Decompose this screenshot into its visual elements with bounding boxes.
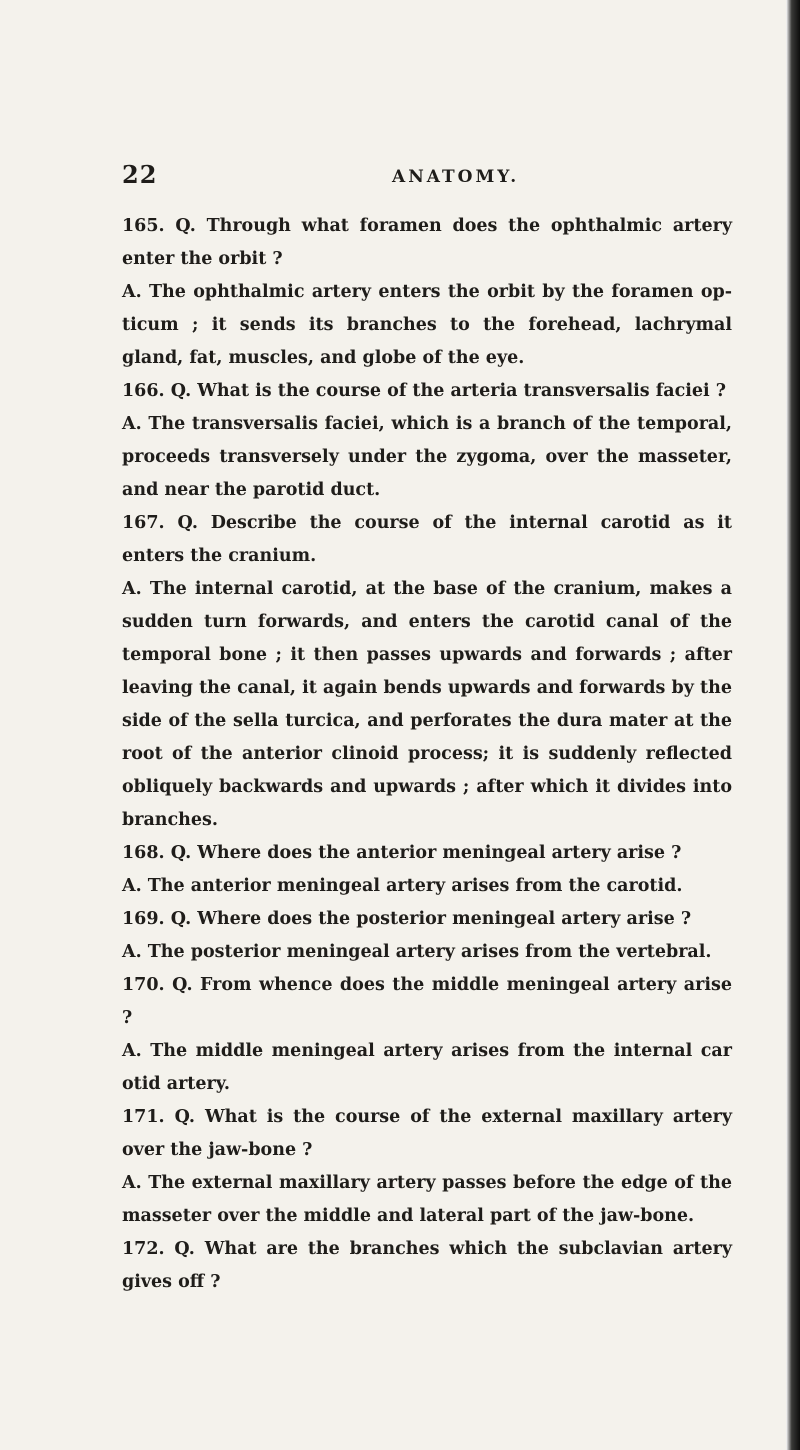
question-169: 169. Q. Where does the posterior meningeal artery arise ? xyxy=(122,909,692,929)
question-170: 170. Q. From whence does the middle meningeal artery arise ? xyxy=(122,975,732,1028)
page-body xyxy=(122,210,732,1299)
answer-166: A. The transversalis faciei, which is a branch of the temporal, proceeds transversely under the zygoma, over the masseter, and near the parotid duct. xyxy=(122,414,732,500)
answer-170: A. The middle meningeal artery arises from the internal car otid artery. xyxy=(122,1041,732,1094)
question-172: 172. Q. What are the branches which the subclavian artery gives off ? xyxy=(122,1239,732,1292)
question-166: 166. Q. What is the course of the arteria transversalis faciei ? xyxy=(122,381,727,401)
question-165: 165. Q. Through what foramen does the ophthalmic artery enter the orbit ? xyxy=(122,216,732,269)
answer-169: A. The posterior meningeal artery arises from the vertebral. xyxy=(122,942,712,962)
answer-167: A. The internal carotid, at the base of the cranium, makes a sudden turn forwards, and enters the carotid canal of the temporal bone ; it then passes upwards and forwards ; after leaving the canal, it again bends upwards and forwards by the side of the sella turcica, and perforates the dura mater at the root of the anterior clinoid process; it is suddenly reflected obliquely backwards and upwards ; after which it divides into branches. xyxy=(122,579,732,830)
answer-165: A. The ophthalmic artery enters the orbit by the foramen opticum ; it sends its branches to the forehead, lachrymal gland, fat, muscles, and globe of the eye. xyxy=(122,282,732,368)
running-title: ANATOMY. xyxy=(392,167,520,187)
question-168: 168. Q. Where does the anterior meningeal artery arise ? xyxy=(122,843,682,863)
question-167: 167. Q. Describe the course of the internal carotid as it enters the cranium. xyxy=(122,513,732,566)
page-number: 22 xyxy=(122,160,158,189)
answer-171: A. The external maxillary artery passes before the edge of the masseter over the middle and lateral part of the jaw-bone. xyxy=(122,1173,732,1226)
page-header xyxy=(122,160,722,200)
page-edge-shadow xyxy=(786,0,800,1450)
answer-168: A. The anterior meningeal artery arises from the carotid. xyxy=(122,876,683,896)
question-171: 171. Q. What is the course of the external maxillary artery over the jaw-bone ? xyxy=(122,1107,732,1160)
